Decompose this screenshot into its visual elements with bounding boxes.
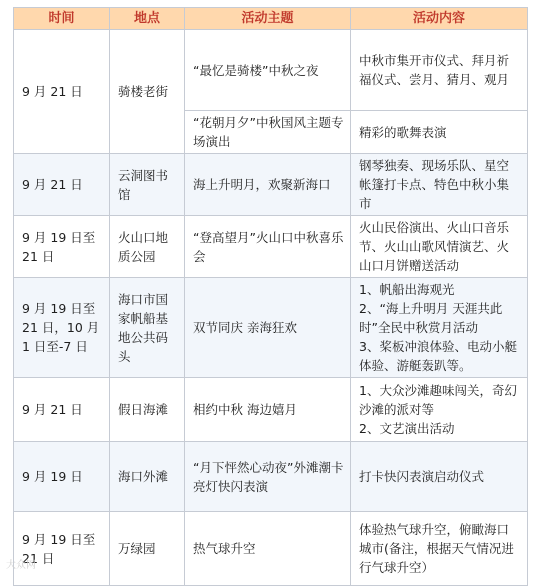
table-row <box>14 154 528 216</box>
theme-cell: “月下怦然心动夜”外滩潮卡亮灯快闪表演 <box>185 442 351 512</box>
time-cell: 9 月 19 日至 21 日，10 月 1 日至-7 日 <box>14 278 110 378</box>
content-cell: 1、帆船出海观光 2、“海上升明月 天涯共此时”全民中秋赏月活动 3、桨板冲浪体验、电动小艇体验、游艇轰趴等。 <box>351 278 528 378</box>
content-cell: 1、大众沙滩趣味闯关，奇幻沙滩的派对等 2、文艺演出活动 <box>351 378 528 442</box>
theme-cell: 相约中秋 海边嬉月 <box>185 378 351 442</box>
time-cell: 9 月 19 日至 21 日 <box>14 512 110 586</box>
time-cell: 9 月 21 日 <box>14 30 110 154</box>
header-theme: 活动主题 <box>185 8 351 30</box>
table-row <box>14 30 528 111</box>
table-row <box>14 378 528 442</box>
time-cell: 9 月 19 日 <box>14 442 110 512</box>
place-cell: 云洞图书馆 <box>110 154 185 216</box>
header-content: 活动内容 <box>351 8 528 30</box>
theme-cell: “最忆是骑楼”中秋之夜 <box>185 30 351 111</box>
place-cell: 骑楼老街 <box>110 30 185 154</box>
time-cell: 9 月 19 日至 21 日 <box>14 216 110 278</box>
theme-cell: 双节同庆 亲海狂欢 <box>185 278 351 378</box>
content-cell: 打卡快闪表演启动仪式 <box>351 442 528 512</box>
theme-cell: “登高望月”火山口中秋喜乐会 <box>185 216 351 278</box>
watermark: 大众网 <box>6 560 36 571</box>
place-cell: 万绿园 <box>110 512 185 586</box>
header-place: 地点 <box>110 8 185 30</box>
table-row <box>14 512 528 586</box>
theme-cell: “花朝月夕”中秋国风主题专场演出 <box>185 111 351 154</box>
content-cell: 钢琴独奏、现场乐队、星空帐篷打卡点、特色中秋小集市 <box>351 154 528 216</box>
place-cell: 海口外滩 <box>110 442 185 512</box>
table-row <box>14 442 528 512</box>
events-table <box>13 7 528 586</box>
time-cell: 9 月 21 日 <box>14 378 110 442</box>
table-row <box>14 216 528 278</box>
place-cell: 海口市国家帆船基地公共码头 <box>110 278 185 378</box>
theme-cell: 热气球升空 <box>185 512 351 586</box>
table-row <box>14 278 528 378</box>
theme-cell: 海上升明月，欢聚新海口 <box>185 154 351 216</box>
time-cell: 9 月 21 日 <box>14 154 110 216</box>
place-cell: 假日海滩 <box>110 378 185 442</box>
header-time: 时间 <box>14 8 110 30</box>
content-cell: 火山民俗演出、火山口音乐节、火山山歌风情演艺、火山口月饼赠送活动 <box>351 216 528 278</box>
content-cell: 体验热气球升空，俯瞰海口城市(备注，根据天气情况进行气球升空） <box>351 512 528 586</box>
content-cell: 中秋市集开市仪式、拜月祈福仪式、尝月、猜月、观月 <box>351 30 528 111</box>
place-cell: 火山口地质公园 <box>110 216 185 278</box>
header-row <box>14 8 528 30</box>
content-cell: 精彩的歌舞表演 <box>351 111 528 154</box>
